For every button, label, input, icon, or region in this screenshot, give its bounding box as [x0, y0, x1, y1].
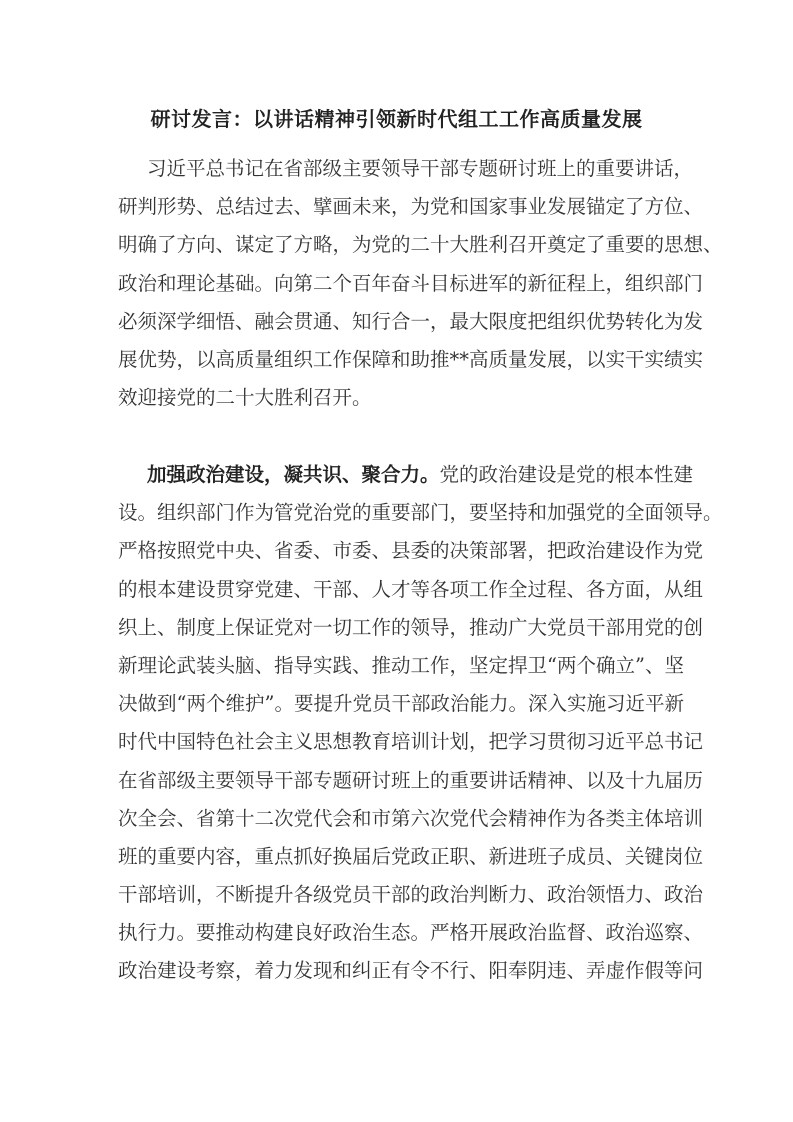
- paragraph-text: 党的政治建设是党的根本性建: [439, 463, 694, 486]
- text-line: 明确了方向、谋定了方略，为党的二十大胜利召开奠定了重要的思想、: [118, 233, 723, 257]
- text-line: 织上、制度上保证党对一切工作的领导，推动广大党员干部用党的创: [118, 615, 704, 639]
- text-line: 必须深学细悟、融会贯通、知行合一，最大限度把组织优势转化为发: [118, 309, 704, 333]
- text-line: 次全会、省第十二次党代会和市第六次党代会精神作为各类主体培训: [118, 806, 704, 830]
- text-line: 决做到“两个维护”。要提升党员干部政治能力。深入实施习近平新: [118, 692, 684, 716]
- text-line: 效迎接党的二十大胜利召开。: [118, 386, 372, 410]
- paragraph-intro: [118, 150, 723, 417]
- text-line: 研判形势、总结过去、擘画未来，为党和国家事业发展锚定了方位、: [118, 195, 704, 219]
- document-title: 研讨发言：以讲话精神引领新时代组工工作高质量发展: [150, 107, 643, 131]
- text-line: 班的重要内容，重点抓好换届后党政正职、新进班子成员、关键岗位: [118, 844, 704, 868]
- text-line: 的根本建设贯穿党建、干部、人才等各项工作全过程、各方面，从组: [118, 577, 704, 601]
- paragraph-heading: 加强政治建设，凝共识、聚合力。: [147, 463, 440, 486]
- text-line: 在省部级主要领导干部专题研讨班上的重要讲话精神、以及十九届历: [118, 768, 704, 792]
- paragraph-political-construction: [118, 456, 723, 991]
- text-line: 新理论武装头脑、指导实践、推动工作，坚定捍卫“两个确立”、坚: [118, 653, 684, 677]
- text-line: 政治建设考察，着力发现和纠正有令不行、阳奉阴违、弄虚作假等问: [118, 959, 704, 983]
- text-line: 执行力。要推动构建良好政治生态。严格开展政治监督、政治巡察、: [118, 921, 704, 945]
- text-line: 政治和理论基础。向第二个百年奋斗目标进军的新征程上，组织部门: [118, 271, 704, 295]
- text-line: 展优势，以高质量组织工作保障和助推**高质量发展，以实干实绩实: [118, 347, 704, 371]
- text-line: 干部培训，不断提升各级党员干部的政治判断力、政治领悟力、政治: [118, 883, 704, 907]
- text-line: 时代中国特色社会主义思想教育培训计划，把学习贯彻习近平总书记: [118, 730, 704, 754]
- text-line: 习近平总书记在省部级主要领导干部专题研讨班上的重要讲话，: [147, 157, 694, 180]
- text-line: 严格按照党中央、省委、市委、县委的决策部署，把政治建设作为党: [118, 539, 704, 563]
- text-line: 设。组织部门作为管党治党的重要部门，要坚持和加强党的全面领导。: [118, 501, 723, 525]
- paragraph-first-line: [118, 456, 694, 494]
